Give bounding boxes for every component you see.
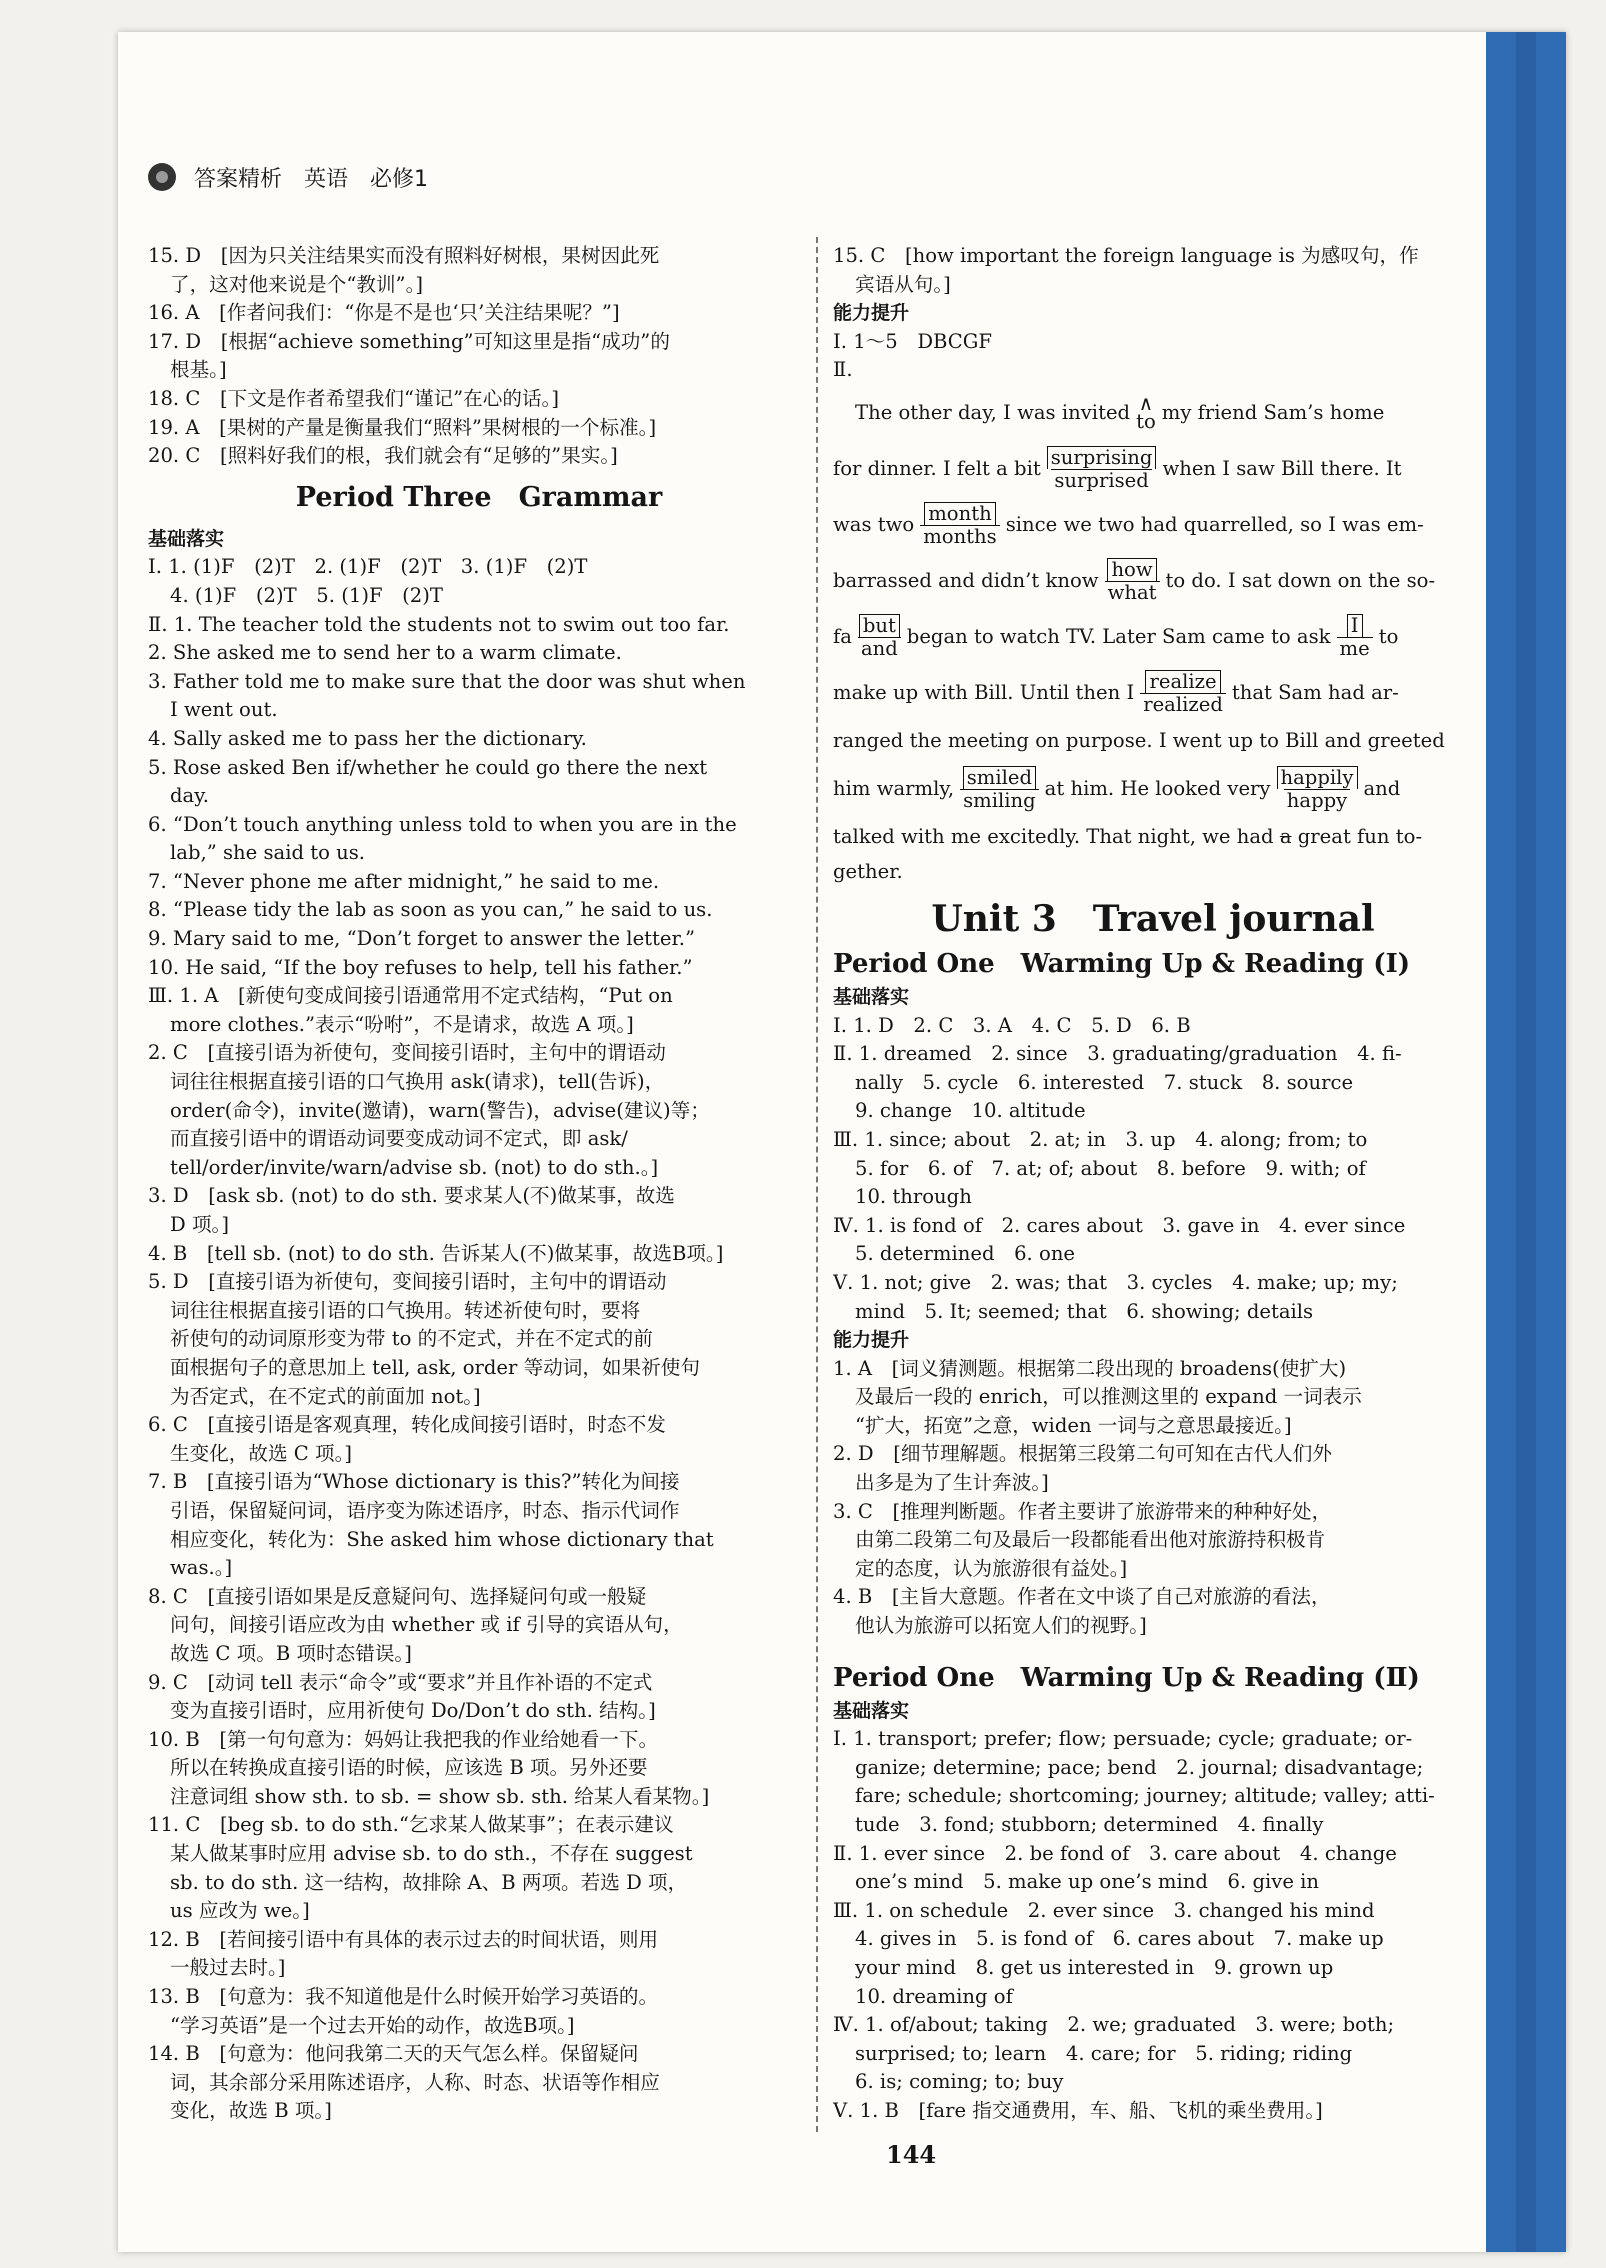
answer-line: Ⅰ. 1～5 DBCGF [833, 329, 993, 353]
answer-line: 3. D [ask sb. (not) to do sth. 要求某人(不)做某事，故选 [148, 1184, 675, 1208]
right-middle-block [833, 983, 1473, 1641]
answer-line: 2. D [细节理解题。根据第三段第二句可知在古代人们外 [833, 1442, 1332, 1466]
answer-line: 生变化，故选 C 项。] [170, 1441, 353, 1465]
deleted-word: a [1279, 824, 1292, 848]
subsection-label: 能力提升 [833, 1329, 910, 1352]
section-heading: Period Three Grammar [295, 481, 663, 513]
answer-line: 3. C [推理判断题。作者主要讲了旅游带来的种种好处， [833, 1499, 1332, 1523]
answer-line: 某人做某事时应用 advise sb. to do sth.，不存在 suggest [170, 1842, 693, 1866]
correction-line: gether. [833, 859, 903, 883]
answer-line: 宾语从句。] [855, 272, 951, 296]
answer-line: tude 3. fond; stubborn; determined 4. finally [855, 1813, 1324, 1836]
answer-line: your mind 8. get us interested in 9. grown up [855, 1955, 1334, 1979]
correction-line: The other day, I was invited ∧ to my friend Sam’s home [855, 392, 1385, 434]
correction-line: barrassed and didn’t know how what to do. I sat down on the so- [833, 558, 1436, 605]
correction-line: fa but and began to watch TV. Later Sam came to ask $\frac{I}{me}$ to [833, 614, 1399, 661]
answer-line: 10. through [855, 1185, 972, 1209]
subsection-label: 基础落实 [148, 527, 225, 550]
header-title: 答案精析 英语 必修1 [194, 166, 428, 192]
answer-line: sb. to do sth. 这一结构，故排除 A、B 两项。若选 D 项， [170, 1870, 688, 1894]
answer-line: 6. “Don’t touch anything unless told to when you are in the [148, 812, 737, 836]
answer-line: 词往往根据直接引语的口气换用 ask(请求)，tell(告诉)， [170, 1070, 665, 1094]
answer-line: 2. She asked me to send her to a warm climate. [148, 641, 622, 665]
answer-line: 10. He said, “If the boy refuses to help, tell his father.” [148, 955, 693, 979]
correction-mark: surprising surprised [1047, 446, 1157, 492]
answer-line: 出多是为了生计奔波。] [855, 1471, 1049, 1495]
answer-line: 11. C [beg sb. to do sth.“乞求某人做某事”；在表示建议 [148, 1813, 674, 1837]
answer-line: order(命令)，invite(邀请)，warn(警告)，advise(建议)等； [170, 1098, 710, 1122]
answer-line: 5. D [直接引语为祈使句，变间接引语时，主句中的谓语动 [148, 1270, 667, 1294]
page [118, 32, 1566, 2252]
answer-line: “扩大，拓宽”之意，widen 一词与之意思最接近。] [855, 1413, 1292, 1437]
right-bottom-block [833, 1697, 1473, 2126]
answer-line: I went out. [170, 698, 278, 722]
answer-line: 词，其余部分采用陈述语序，人称、时态、状语等作相应 [170, 2070, 660, 2094]
answer-line: Ⅲ. 1. since; about 2. at; in 3. up 4. along; from; to [833, 1127, 1368, 1151]
answer-line: 10. B [第一句句意为：妈妈让我把我的作业给她看一下。 [148, 1727, 659, 1751]
answer-line: 15. C [how important the foreign language is 为感叹句，作 [833, 244, 1419, 267]
period-title: Period One Warming Up & Reading (Ⅱ) [833, 1662, 1420, 1693]
answer-line: us 应改为 we。] [170, 1899, 310, 1923]
right-top-block [833, 242, 1473, 385]
answer-line: mind 5. It; seemed; that 6. showing; details [855, 1299, 1314, 1323]
answer-line: 变为直接引语时，应用祈使句 Do/Don’t do sth. 结构。] [170, 1699, 656, 1723]
answer-line: 由第二段第二句及最后一段都能看出他对旅游持积极肯 [855, 1528, 1326, 1552]
correction-mark: how what [1105, 558, 1160, 604]
answer-line: surprised; to; learn 4. care; for 5. riding; riding [855, 2041, 1353, 2065]
answer-line: Ⅲ. 1. A [新使句变成间接引语通常用不定式结构，“Put on [148, 984, 673, 1008]
answer-line: fare; schedule; shortcoming; journey; altitude; valley; atti- [855, 1784, 1435, 1808]
correction-line: for dinner. I felt a bit surprising surprised when I saw Bill there. It [833, 446, 1402, 493]
answer-line: Ⅳ. 1. of/about; taking 2. we; graduated 3. were; both; [833, 2013, 1395, 2037]
answer-line: 19. A [果树的产量是衡量我们“照料”果树根的一个标准。] [148, 415, 657, 439]
answer-line: 祈使句的动词原形变为带 to 的不定式，并在不定式的前 [170, 1327, 653, 1351]
answer-line: 6. C [直接引语是客观真理，转化成间接引语时，时态不发 [148, 1413, 666, 1437]
answer-line: Ⅳ. 1. is fond of 2. cares about 3. gave in 4. ever since [833, 1213, 1406, 1237]
answer-line: one’s mind 5. make up one’s mind 6. give in [855, 1870, 1320, 1894]
correction-mark: happily happy [1277, 766, 1358, 812]
correction-mark: realize realized [1140, 670, 1226, 716]
answer-line: Ⅰ. 1. D 2. C 3. A 4. C 5. D 6. B [833, 1013, 1191, 1037]
answer-line: 5. determined 6. one [855, 1242, 1076, 1266]
correction-line: make up with Bill. Until then I realize realized that Sam had ar- [833, 670, 1399, 717]
answer-line: 13. B [句意为：我不知道他是什么时候开始学习英语的。 [148, 1985, 659, 2009]
correction-mark: month months [920, 502, 1000, 548]
answer-line: Ⅰ. 1. (1)F (2)T 2. (1)F (2)T 3. (1)F (2)T [148, 555, 588, 579]
answer-line: 20. C [照料好我们的根，我们就会有“足够的”果实。] [148, 444, 618, 468]
answer-line: Ⅴ. 1. B [fare 指交通费用，车、船、飞机的乘坐费用。] [833, 2098, 1323, 2122]
answer-line: tell/order/invite/warn/advise sb. (not) to do sth.。] [170, 1155, 659, 1179]
answer-line: 15. D [因为只关注结果实而没有照料好树根，果树因此死 [148, 244, 660, 267]
answer-line: 9. Mary said to me, “Don’t forget to answer the letter.” [148, 927, 695, 951]
answer-line: Ⅱ. 1. The teacher told the students not to swim out too far. [148, 612, 730, 636]
correction-mark: smiled smiling [960, 766, 1039, 812]
band-stripe [1516, 32, 1536, 2252]
answer-line: 为否定式，在不定式的前面加 not。] [170, 1384, 481, 1408]
page-number: 144 [886, 2140, 937, 2169]
answer-line: 及最后一段的 enrich，可以推测这里的 expand 一词表示 [855, 1385, 1362, 1409]
answer-line: 引语，保留疑问词，语序变为陈述语序，时态、指示代词作 [170, 1498, 680, 1522]
correction-line: was two month months since we two had quarrelled, so I was em- [833, 502, 1424, 549]
blue-edge-band [1486, 32, 1566, 2252]
answer-line: 8. “Please tidy the lab as soon as you can,” he said to us. [148, 898, 713, 922]
answer-line: 4. gives in 5. is fond of 6. cares about 7. make up [855, 1927, 1384, 1951]
answer-line: nally 5. cycle 6. interested 7. stuck 8. source [855, 1070, 1354, 1094]
book-logo-icon [148, 163, 176, 191]
answer-line: day. [170, 784, 209, 808]
unit-title: Unit 3 Travel journal [931, 897, 1375, 940]
answer-line: 词往往根据直接引语的口气换用。转述祈使句时，要将 [170, 1298, 641, 1322]
subsection-label: 能力提升 [833, 302, 910, 325]
period-title: Period One Warming Up & Reading (Ⅰ) [833, 948, 1411, 979]
answer-line: Ⅰ. 1. transport; prefer; flow; persuade; cycle; graduate; or- [833, 1727, 1413, 1751]
answer-line: 6. is; coming; to; buy [855, 2070, 1064, 2094]
subsection-label: 基础落实 [833, 1699, 910, 1722]
answer-line: 了，这对他来说是个“教训”。] [170, 272, 424, 296]
column-divider [816, 237, 818, 2132]
answer-line: D 项。] [170, 1213, 229, 1236]
answer-line: 4. B [主旨大意题。作者在文中谈了自己对旅游的看法， [833, 1585, 1331, 1609]
correction-line: ranged the meeting on purpose. I went up to Bill and greeted [833, 728, 1445, 752]
correction-line: talked with me excitedly. That night, we had a great fun to- [833, 824, 1423, 848]
answer-line: 18. C [下文是作者希望我们“谨记”在心的话。] [148, 386, 559, 410]
answer-line: 9. C [动词 tell 表示“命令”或“要求”并且作补语的不定式 [148, 1670, 653, 1694]
answer-line: 所以在转换成直接引语的时候，应该选 B 项。另外还要 [170, 1756, 648, 1780]
answer-line: 7. B [直接引语为“Whose dictionary is this?”转化为间接 [148, 1470, 680, 1494]
answer-line: Ⅱ. 1. dreamed 2. since 3. graduating/graduation 4. fi- [833, 1042, 1402, 1066]
answer-line: 4. (1)F (2)T 5. (1)F (2)T [170, 583, 443, 607]
answer-line: 14. B [句意为：他问我第二天的天气怎么样。保留疑问 [148, 2042, 639, 2066]
answer-line: 面根据句子的意思加上 tell, ask, order 等动词，如果祈使句 [170, 1355, 700, 1379]
answer-line: 2. C [直接引语为祈使句，变间接引语时，主句中的谓语动 [148, 1041, 666, 1065]
answer-line: 一般过去时。] [170, 1956, 286, 1980]
answer-line: Ⅲ. 1. on schedule 2. ever since 3. changed his mind [833, 1898, 1375, 1922]
right-column [833, 242, 1473, 2126]
answer-line: “学习英语”是一个过去开始的动作，故选B项。] [170, 2013, 575, 2037]
page-header [148, 160, 428, 194]
answer-line: 他认为旅游可以拓宽人们的视野。] [855, 1614, 1147, 1638]
answer-line: 注意词组 show sth. to sb. = show sb. sth. 给某人看某物。] [170, 1784, 710, 1808]
answer-line: 故选 C 项。B 项时态错误。] [170, 1641, 412, 1665]
answer-line: 而直接引语中的谓语动词要变成动词不定式，即 ask/ [170, 1127, 628, 1151]
answer-line: lab,” she said to us. [170, 841, 366, 865]
answer-line: 根基。] [170, 358, 227, 382]
answer-line: 5. Rose asked Ben if/whether he could go there the next [148, 755, 708, 779]
answer-line: was.。] [170, 1556, 233, 1580]
correction-mark: $\frac{I}{me}$ [1337, 614, 1373, 660]
answer-line: 4. Sally asked me to pass her the dictionary. [148, 726, 587, 750]
error-correction-passage [833, 385, 1473, 887]
answer-line: 相应变化，转化为：She asked him whose dictionary that [170, 1527, 714, 1551]
insert-caret: ∧ to [1136, 392, 1156, 434]
answer-line: 9. change 10. altitude [855, 1099, 1086, 1123]
answer-line: 17. D [根据“achieve something”可知这里是指“成功”的 [148, 329, 670, 353]
answer-line: 4. B [tell sb. (not) to do sth. 告诉某人(不)做某事，故选B项。] [148, 1241, 724, 1265]
answer-line: 变化，故选 B 项。] [170, 2099, 332, 2123]
correction-mark: but and [858, 614, 901, 660]
answer-line: 8. C [直接引语如果是反意疑问句、选择疑问句或一般疑 [148, 1584, 647, 1608]
answer-line: ganize; determine; pace; bend 2. journal; disadvantage; [855, 1755, 1424, 1779]
subsection-label: 基础落实 [833, 985, 910, 1008]
answer-line: 16. A [作者问我们：“你是不是也‘只’关注结果呢？”] [148, 301, 620, 325]
answer-line: 5. for 6. of 7. at; of; about 8. before 9. with; of [855, 1156, 1366, 1180]
answer-line: 问句，间接引语应改为由 whether 或 if 引导的宾语从句， [170, 1613, 683, 1637]
answer-line: 3. Father told me to make sure that the door was shut when [148, 669, 746, 693]
left-column [148, 242, 810, 2126]
answer-line: Ⅴ. 1. not; give 2. was; that 3. cycles 4. make; up; my; [833, 1270, 1398, 1294]
correction-line: him warmly, smiled smiling at him. He looked very happily happy and [833, 766, 1401, 813]
answer-line: 10. dreaming of [855, 1984, 1013, 2008]
answer-line: Ⅱ. [833, 358, 853, 382]
answer-line: 定的态度，认为旅游很有益处。] [855, 1556, 1128, 1580]
answer-line: 1. A [词义猜测题。根据第二段出现的 broadens(使扩大) [833, 1356, 1347, 1380]
answer-line: 7. “Never phone me after midnight,” he said to me. [148, 869, 660, 893]
answer-line: 12. B [若间接引语中有具体的表示过去的时间状语，则用 [148, 1927, 659, 1951]
answer-line: more clothes.”表示“吩咐”，不是请求，故选 A 项。] [170, 1012, 634, 1036]
answer-line: Ⅱ. 1. ever since 2. be fond of 3. care about 4. change [833, 1841, 1397, 1865]
